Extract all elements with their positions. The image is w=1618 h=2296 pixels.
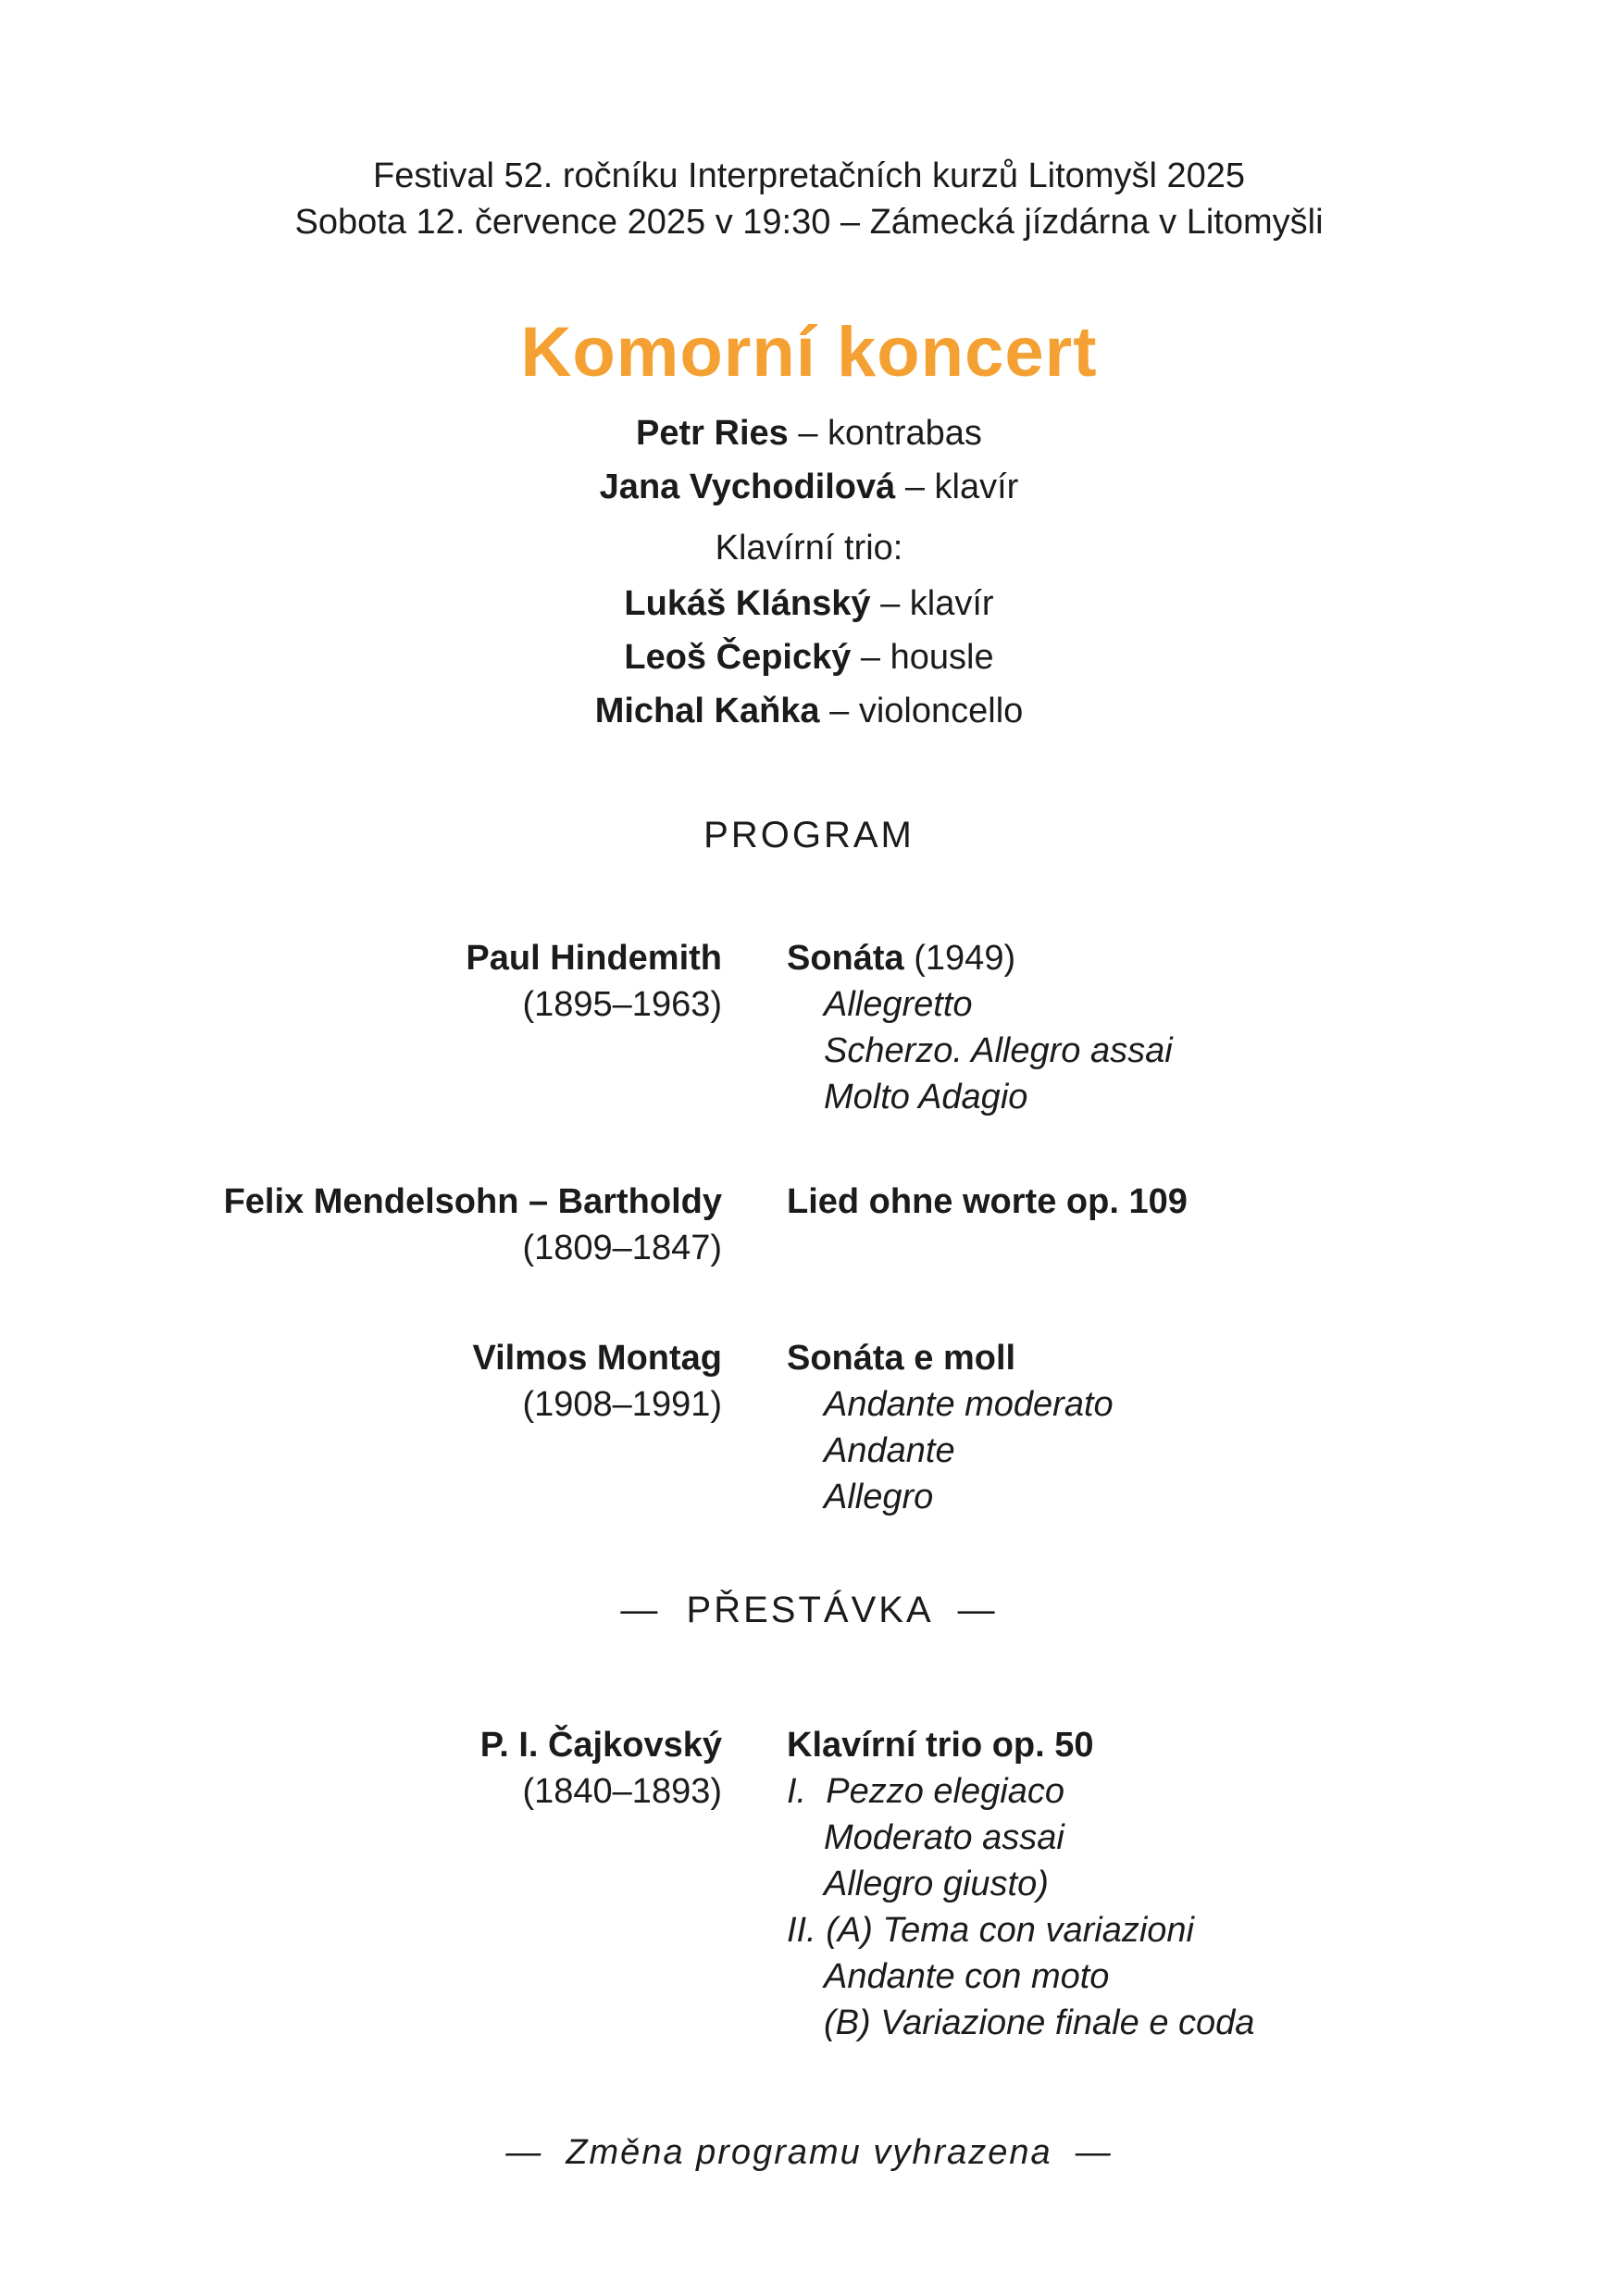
performer-instrument: klavír	[934, 468, 1019, 506]
work-title-text: Lied ohne worte op. 109	[787, 1182, 1188, 1221]
program-change-note: — Změna programu vyhrazena —	[505, 2133, 1113, 2172]
movement-line: II. (A) Tema con variazioni	[787, 1911, 1194, 1950]
movement-line: Allegretto	[824, 985, 973, 1024]
work-title-text: Klavírní trio op. 50	[787, 1726, 1094, 1765]
composer-dates: (1840–1893)	[522, 1772, 722, 1811]
performer-instrument: housle	[890, 638, 994, 677]
name-instrument-separator: –	[819, 692, 859, 730]
ensemble-members-block	[0, 577, 1618, 738]
movement-line: Molto Adagio	[824, 1078, 1028, 1117]
program-heading: PROGRAM	[703, 815, 915, 855]
movement-line: I. Pezzo elegiaco	[787, 1772, 1064, 1811]
name-instrument-separator: –	[851, 638, 890, 677]
composer-dates: (1908–1991)	[522, 1385, 722, 1424]
composer-name: Vilmos Montag	[472, 1339, 722, 1378]
work-title-text: Sonáta e moll	[787, 1339, 1016, 1378]
name-instrument-separator: –	[895, 468, 935, 506]
movement-line: Allegro giusto)	[824, 1865, 1049, 1903]
movement-line: Andante	[824, 1431, 955, 1470]
performer-instrument: kontrabas	[828, 414, 982, 453]
movement-line: (B) Variazione finale e coda	[824, 2003, 1255, 2042]
performer-name: Jana Vychodilová	[599, 468, 896, 506]
composer-name: Paul Hindemith	[466, 939, 722, 978]
movement-line: Andante con moto	[824, 1957, 1110, 1996]
performers-block	[0, 406, 1618, 514]
movement-line: Allegro	[824, 1478, 934, 1516]
name-instrument-separator: –	[788, 414, 828, 453]
performer-line	[0, 630, 1618, 684]
event-festival-line: Festival 52. ročníku Interpretačních kurzů Litomyšl 2025	[372, 156, 1245, 195]
work-column	[787, 1722, 1599, 2046]
movement-line: Andante moderato	[824, 1385, 1114, 1424]
composer-name: Felix Mendelsohn – Bartholdy	[223, 1182, 722, 1221]
performer-line	[0, 684, 1618, 738]
work-title	[787, 1722, 1599, 1768]
performer-name: Lukáš Klánský	[624, 584, 871, 623]
ensemble-label: Klavírní trio:	[715, 529, 903, 568]
event-date-venue-line: Sobota 12. července 2025 v 19:30 – Zámecká jízdárna v Litomyšli	[294, 203, 1324, 242]
work-column	[787, 935, 1599, 1120]
composer-dates: (1809–1847)	[522, 1229, 722, 1267]
performer-line	[0, 406, 1618, 460]
composer-column	[0, 1335, 722, 1428]
performer-name: Michal Kaňka	[594, 692, 820, 730]
work-title-text: Sonáta	[787, 939, 904, 978]
performer-name: Leoš Čepický	[624, 638, 852, 677]
concert-title: Komorní koncert	[520, 313, 1098, 392]
work-column	[787, 1335, 1599, 1520]
composer-column	[0, 1179, 722, 1271]
work-title	[787, 1179, 1599, 1225]
work-title-suffix: (1949)	[903, 939, 1016, 978]
performer-instrument: klavír	[909, 584, 994, 623]
performer-instrument: violoncello	[858, 692, 1024, 730]
composer-column	[0, 935, 722, 1028]
composer-name: P. I. Čajkovský	[479, 1726, 722, 1765]
work-title	[787, 935, 1599, 981]
composer-column	[0, 1722, 722, 1815]
composer-dates: (1895–1963)	[522, 985, 722, 1024]
performer-name: Petr Ries	[636, 414, 789, 453]
movement-line: Scherzo. Allegro assai	[824, 1031, 1173, 1070]
work-title	[787, 1335, 1599, 1381]
event-header	[0, 153, 1618, 245]
performer-line	[0, 577, 1618, 630]
performer-line	[0, 460, 1618, 514]
work-column	[787, 1179, 1599, 1225]
name-instrument-separator: –	[870, 584, 910, 623]
movement-line: Moderato assai	[824, 1818, 1064, 1857]
intermission-label: — PŘESTÁVKA —	[620, 1590, 998, 1630]
